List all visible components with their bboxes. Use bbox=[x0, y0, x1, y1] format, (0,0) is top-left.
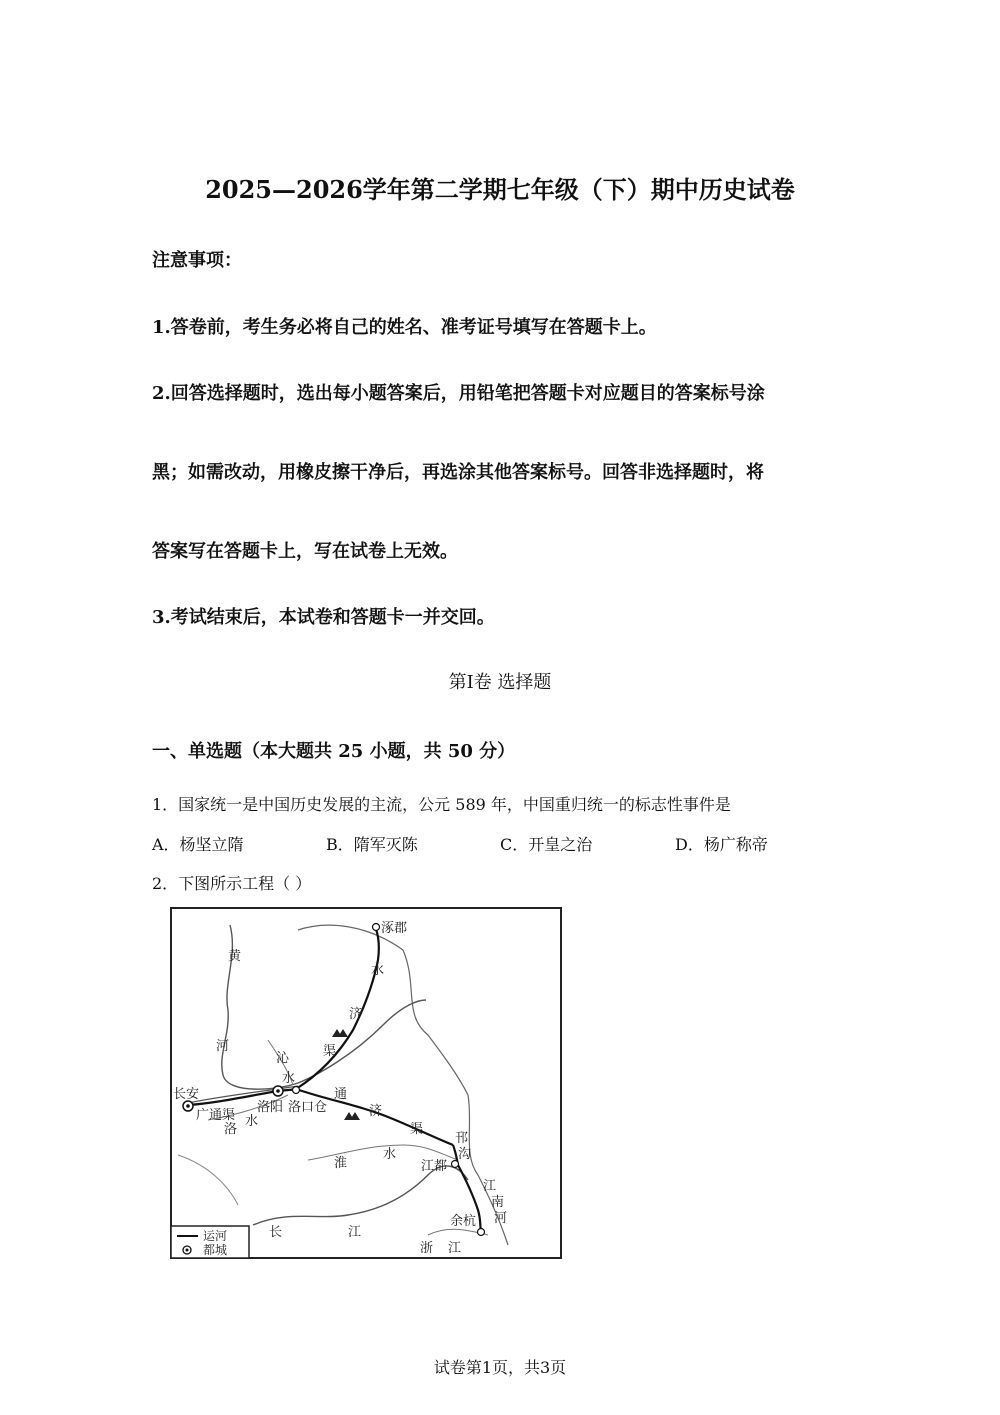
label-qu-tongji: 渠 bbox=[410, 1122, 424, 1137]
city-marker-changan bbox=[183, 1101, 193, 1111]
label-yuhang: 余杭 bbox=[450, 1214, 477, 1229]
label-nan: 南 bbox=[491, 1195, 505, 1210]
grand-canal-map bbox=[168, 905, 568, 1265]
label-luokoucang: 洛口仓 bbox=[288, 1100, 328, 1115]
label-chang: 长 bbox=[269, 1225, 283, 1240]
label-jiang-jiangnan: 江 bbox=[483, 1179, 497, 1194]
city-marker-yuhang bbox=[478, 1229, 485, 1236]
label-jiang-chang: 江 bbox=[348, 1225, 362, 1240]
label-he: 河 bbox=[216, 1039, 230, 1054]
label-zhuojun: 涿郡 bbox=[381, 921, 408, 936]
label-guangtongqu: 广通渠 bbox=[196, 1108, 236, 1123]
notice-item-1: 1.答卷前，考生务必将自己的姓名、准考证号填写在答题卡上。 bbox=[152, 317, 657, 338]
label-huai: 淮 bbox=[334, 1156, 348, 1171]
label-changan: 长安 bbox=[173, 1087, 200, 1102]
part-one-title: 一、单选题（本大题共 25 小题，共 50 分） bbox=[152, 741, 516, 762]
label-han: 邗 bbox=[455, 1131, 469, 1146]
section-title: 第Ⅰ卷 选择题 bbox=[448, 672, 552, 693]
label-jiangdu: 江都 bbox=[421, 1159, 448, 1174]
label-ji-yongji: 济 bbox=[349, 1007, 363, 1022]
city-marker-zhuojun bbox=[373, 924, 380, 931]
label-luoyang: 洛阳 bbox=[257, 1100, 284, 1115]
notice-item-2-line-2: 黑；如需改动，用橡皮擦干净后，再选涂其他答案标号。回答非选择题时，将 bbox=[152, 462, 764, 483]
label-shui-luo: 水 bbox=[245, 1114, 259, 1129]
page-footer: 试卷第1页，共3页 bbox=[433, 1358, 567, 1377]
label-gou: 沟 bbox=[458, 1147, 472, 1162]
exam-title: 2025—2026学年第二学期七年级（下）期中历史试卷 bbox=[205, 175, 795, 204]
question-2-stem: 2．下图所示工程（ ） bbox=[152, 874, 312, 893]
label-luo: 洛 bbox=[224, 1122, 238, 1137]
label-ji-tongji: 济 bbox=[369, 1104, 383, 1119]
legend-canal: 运河 bbox=[203, 1229, 228, 1243]
label-he-jiangnan: 河 bbox=[494, 1211, 508, 1226]
legend-capital: 都城 bbox=[203, 1243, 228, 1257]
notice-item-2-line-1: 2.回答选择题时，选出每小题答案后，用铅笔把答题卡对应题目的答案标号涂 bbox=[152, 383, 765, 404]
question-1-option-c: C．开皇之治 bbox=[500, 835, 593, 854]
label-shui-top: 水 bbox=[371, 963, 385, 978]
notice-item-3: 3.考试结束后，本试卷和答题卡一并交回。 bbox=[152, 607, 495, 628]
label-qu-yongji: 渠 bbox=[323, 1044, 337, 1059]
question-1-option-a: A．杨坚立隋 bbox=[152, 835, 244, 854]
question-1-option-d: D．杨广称帝 bbox=[675, 835, 768, 854]
city-marker-luoyang bbox=[273, 1086, 283, 1096]
label-shui-qin: 水 bbox=[282, 1071, 296, 1086]
label-huang: 黄 bbox=[228, 949, 242, 964]
question-1-stem: 1．国家统一是中国历史发展的主流，公元 589 年，中国重归统一的标志性事件是 bbox=[152, 795, 731, 814]
map-legend bbox=[171, 1226, 249, 1258]
notice-heading: 注意事项： bbox=[152, 250, 242, 271]
question-1-option-b: B．隋军灭陈 bbox=[326, 835, 418, 854]
label-zhe: 浙 bbox=[420, 1241, 434, 1256]
label-shui-huai: 水 bbox=[383, 1147, 397, 1162]
label-jiang-zhe: 江 bbox=[448, 1241, 462, 1256]
label-tong: 通 bbox=[334, 1087, 348, 1102]
label-qin: 沁 bbox=[276, 1051, 290, 1066]
notice-item-2-line-3: 答案写在答题卡上，写在试卷上无效。 bbox=[152, 541, 458, 562]
